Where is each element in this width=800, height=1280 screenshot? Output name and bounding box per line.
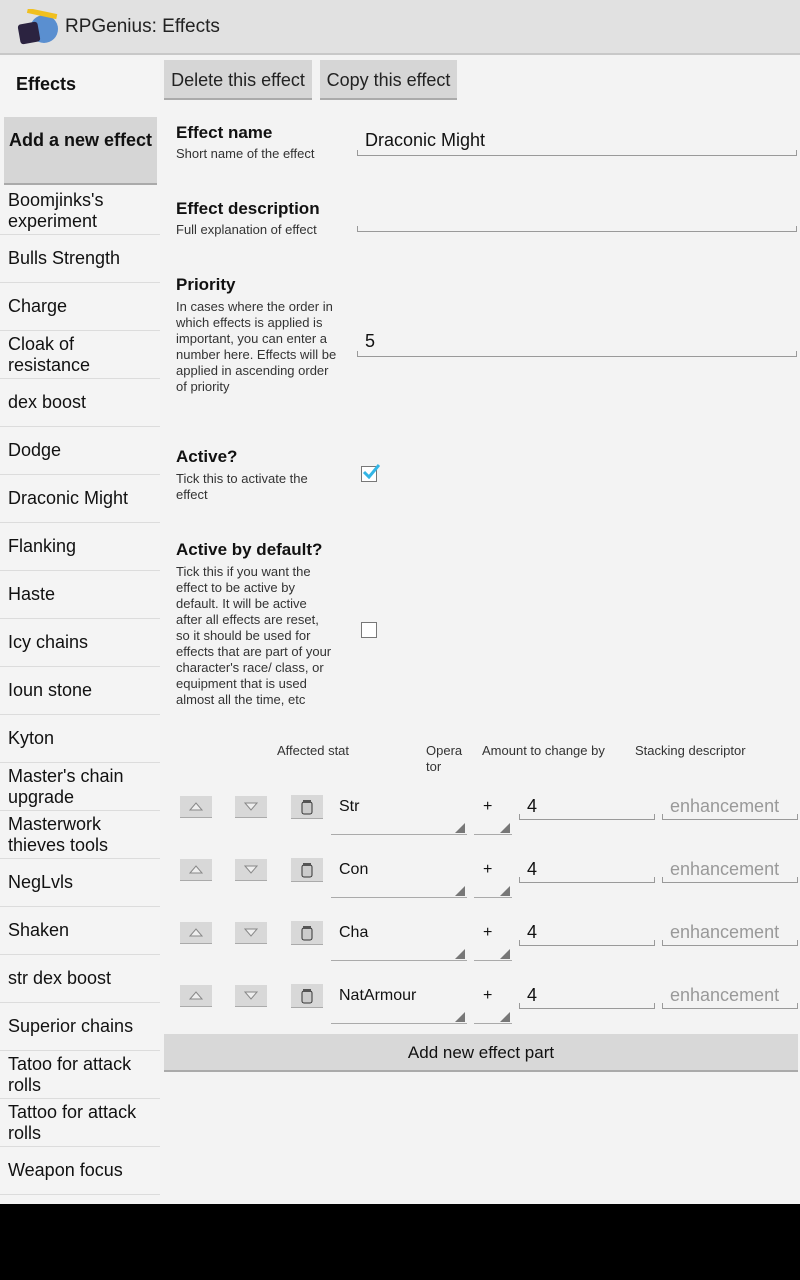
stat-value: NatArmour [339,987,417,1004]
affected-stat-dropdown[interactable] [331,918,467,961]
priority-value: 5 [365,331,376,351]
move-down-button[interactable] [235,796,267,818]
effect-description-label: Effect description [176,199,320,218]
app-title: RPGenius: Effects [65,16,220,37]
trash-icon [301,862,313,878]
move-up-button[interactable] [180,985,212,1007]
effect-list-item[interactable]: str dex boost [0,955,160,1003]
sidebar-title: Effects [16,74,77,94]
arrow-up-icon [189,802,203,811]
app-logo-dice-icon [17,9,59,47]
amount-input[interactable] [519,983,655,1009]
arrow-down-icon [244,991,258,1000]
priority-input[interactable] [357,331,797,357]
delete-part-button[interactable] [291,795,323,819]
active-checkbox[interactable] [361,466,377,482]
effect-description-help: Full explanation of effect [176,222,317,237]
amount-value: 4 [527,859,538,879]
stacking-descriptor-input[interactable] [662,920,798,946]
operator-dropdown[interactable] [474,792,512,835]
effect-name-help: Short name of the effect [176,146,315,161]
amount-input[interactable] [519,857,655,883]
delete-part-button[interactable] [291,858,323,882]
effect-list-item[interactable]: NegLvls [0,859,160,907]
effect-list-item[interactable]: Tattoo for attack rolls [0,1099,160,1147]
effect-part-row [0,792,800,852]
active-default-help: Tick this if you want the effect to be active by default. It will be active after all effects are reset, so it should be used for effects that are part of your character's race/ class, or equipment that is used almost all the time, etc [176,564,332,707]
move-down-button[interactable] [235,922,267,944]
delete-effect-button[interactable]: Delete this effect [164,60,312,100]
move-down-button[interactable] [235,859,267,881]
effect-list-item[interactable]: Dodge [0,427,160,475]
effect-part-row [0,918,800,978]
arrow-down-icon [244,928,258,937]
header-operator: Opera tor [426,743,463,774]
amount-value: 4 [527,796,538,816]
stat-value: Str [339,798,360,815]
effects-list[interactable] [0,187,160,1204]
stacking-placeholder: enhancement [670,985,780,1005]
operator-value: + [483,798,493,815]
trash-icon [301,925,313,941]
effect-list-item[interactable]: Draconic Might [0,475,160,523]
priority-label: Priority [176,275,236,294]
effect-list-item[interactable]: Cloak of resistance [0,331,160,379]
effect-list-item[interactable]: Bulls Strength [0,235,160,283]
header-affected-stat: Affected stat [277,743,350,758]
effect-list-item[interactable]: Weapon focus [0,1147,160,1195]
stacking-placeholder: enhancement [670,859,780,879]
effect-list-item[interactable]: Masterwork thieves tools [0,811,160,859]
effect-list-item[interactable]: dex boost [0,379,160,427]
operator-dropdown[interactable] [474,918,512,961]
effect-name-value: Draconic Might [365,130,486,150]
move-up-button[interactable] [180,859,212,881]
arrow-down-icon [244,802,258,811]
arrow-up-icon [189,991,203,1000]
operator-value: + [483,987,493,1004]
effect-list-item[interactable]: Boomjinks's experiment [0,187,160,235]
stacking-descriptor-input[interactable] [662,983,798,1009]
operator-dropdown[interactable] [474,981,512,1024]
operator-value: + [483,861,493,878]
stacking-descriptor-input[interactable] [662,857,798,883]
effect-list-item[interactable]: Shaken [0,907,160,955]
stacking-descriptor-input[interactable] [662,794,798,820]
header-amount: Amount to change by [482,743,605,758]
effect-list-item[interactable]: Ioun stone [0,667,160,715]
effect-list-item[interactable]: Icy chains [0,619,160,667]
stacking-placeholder: enhancement [670,922,780,942]
delete-part-button[interactable] [291,984,323,1008]
effect-part-row [0,855,800,915]
effect-list-item[interactable]: Kyton [0,715,160,763]
delete-part-button[interactable] [291,921,323,945]
copy-effect-button[interactable]: Copy this effect [320,60,457,100]
trash-icon [301,988,313,1004]
amount-value: 4 [527,922,538,942]
effect-list-item[interactable]: Charge [0,283,160,331]
stat-value: Con [339,861,369,878]
active-help: Tick this to activate the effect [176,471,308,502]
header-stacking: Stacking descriptor [635,743,746,758]
amount-input[interactable] [519,794,655,820]
arrow-down-icon [244,865,258,874]
effect-name-input[interactable] [357,130,797,156]
stat-value: Cha [339,924,369,941]
action-bar [0,0,800,55]
effect-list-item[interactable]: Tatoo for attack rolls [0,1051,160,1099]
amount-input[interactable] [519,920,655,946]
affected-stat-dropdown[interactable] [331,792,467,835]
active-default-label: Active by default? [176,540,323,559]
checkmark-icon [362,463,380,479]
stacking-placeholder: enhancement [670,796,780,816]
operator-value: + [483,924,493,941]
priority-help: In cases where the order in which effects is applied is important, you can enter a number here. Effects will be applied in ascending order of priority [176,299,337,394]
effect-list-item[interactable]: Superior chains [0,1003,160,1051]
effect-list-item[interactable]: Flanking [0,523,160,571]
effect-name-label: Effect name [176,123,273,142]
move-down-button[interactable] [235,985,267,1007]
arrow-up-icon [189,865,203,874]
operator-dropdown[interactable] [474,855,512,898]
effect-list-item[interactable]: Master's chain upgrade [0,763,160,811]
amount-value: 4 [527,985,538,1005]
move-up-button[interactable] [180,796,212,818]
active-label: Active? [176,447,238,466]
move-up-button[interactable] [180,922,212,944]
active-default-checkbox[interactable] [361,622,377,638]
arrow-up-icon [189,928,203,937]
affected-stat-dropdown[interactable] [331,981,467,1024]
affected-stat-dropdown[interactable] [331,855,467,898]
add-effect-button[interactable]: Add a new effect [4,117,157,185]
effect-description-input[interactable] [357,216,797,232]
effect-part-row [0,981,800,1041]
trash-icon [301,799,313,815]
effect-list-item[interactable]: Haste [0,571,160,619]
add-effect-part-button[interactable]: Add new effect part [164,1034,798,1072]
